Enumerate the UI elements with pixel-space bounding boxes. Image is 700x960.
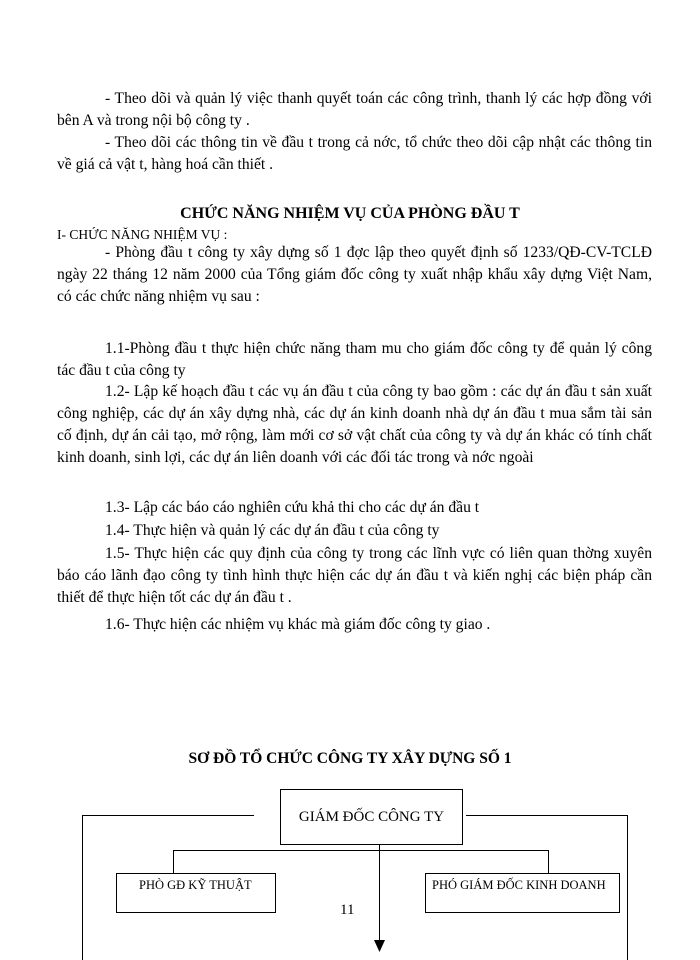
director-box: GIÁM ĐỐC CÔNG TY (280, 789, 463, 845)
down-arrow-icon (374, 940, 385, 952)
subsection-heading: I- CHỨC NĂNG NHIỆM VỤ : (57, 227, 228, 242)
right-connector-line (466, 815, 628, 816)
center-down-line (379, 845, 380, 945)
left-outer-line (82, 815, 83, 960)
paragraph-settlement: - Theo dõi và quản lý việc thanh quyết toán các công trình, thanh lý các hợp đồng với bên A và trong nội bộ công ty . (57, 90, 652, 129)
deputy-business-box: PHÓ GIÁM ĐỐC KINH DOANH (425, 873, 620, 913)
org-chart-title: SƠ ĐỒ TỔ CHỨC CÔNG TY XÂY DỰNG SỐ 1 (188, 750, 512, 767)
business-drop-line (548, 850, 549, 873)
left-connector-line (82, 815, 254, 816)
item-1-5: 1.5- Thực hiện các quy định của công ty trong các lĩnh vực có liên quan thờng xuyên báo cáo lãnh đạo công ty tình hình thực hiện các dự án đầu t và kiến nghị các biện pháp cần thiết để thực hiện tốt các dự án đầu t . (57, 545, 652, 606)
item-1-2: 1.2- Lập kế hoạch đầu t các vụ án đầu t của công ty bao gồm : các dự án đầu t sản xuất công nghiệp, các dự án xây dựng nhà, các dự án kinh doanh nhà dự án đầu t mua sắm tài sản cố định, dự án cải tạo, mở rộng, làm mới cơ sở vật chất của công ty và dự án khác có tính chất kinh doanh, sinh lợi, các dự án liên doanh với các đối tác trong và nớc ngoài (57, 383, 652, 466)
intro-paragraph: - Phòng đầu t công ty xây dựng số 1 đợc lập theo quyết định số 1233/QĐ-CV-TCLĐ ngày 22 tháng 12 năm 2000 của Tổng giám đốc công ty xuất nhập khẩu xây dựng Việt Nam, có các chức năng nhiệm vụ sau : (57, 244, 652, 305)
item-1-6: 1.6- Thực hiện các nhiệm vụ khác mà giám đốc công ty giao . (105, 616, 491, 633)
section-title: CHỨC NĂNG NHIỆM VỤ CỦA PHÒNG ĐẦU T (180, 205, 520, 222)
item-1-1: 1.1-Phòng đầu t thực hiện chức năng tham mu cho giám đốc công ty để quản lý công tác đầu t của công ty (57, 340, 652, 379)
right-outer-line (627, 815, 628, 960)
page-number: 11 (340, 902, 355, 918)
deputy-tech-box: PHÒ GĐ KỸ THUẬT (116, 873, 276, 913)
deputy-branch-line (173, 850, 549, 851)
paragraph-information: - Theo dõi các thông tin về đầu t trong cả nớc, tổ chức theo dõi cập nhật các thông tin về giá cả vật t, hàng hoá cần thiết . (57, 134, 652, 173)
item-1-3: 1.3- Lập các báo cáo nghiên cứu khả thi cho các dự án đầu t (105, 499, 480, 516)
tech-drop-line (173, 850, 174, 873)
item-1-4: 1.4- Thực hiện và quản lý các dự án đầu t của công ty (105, 522, 440, 539)
